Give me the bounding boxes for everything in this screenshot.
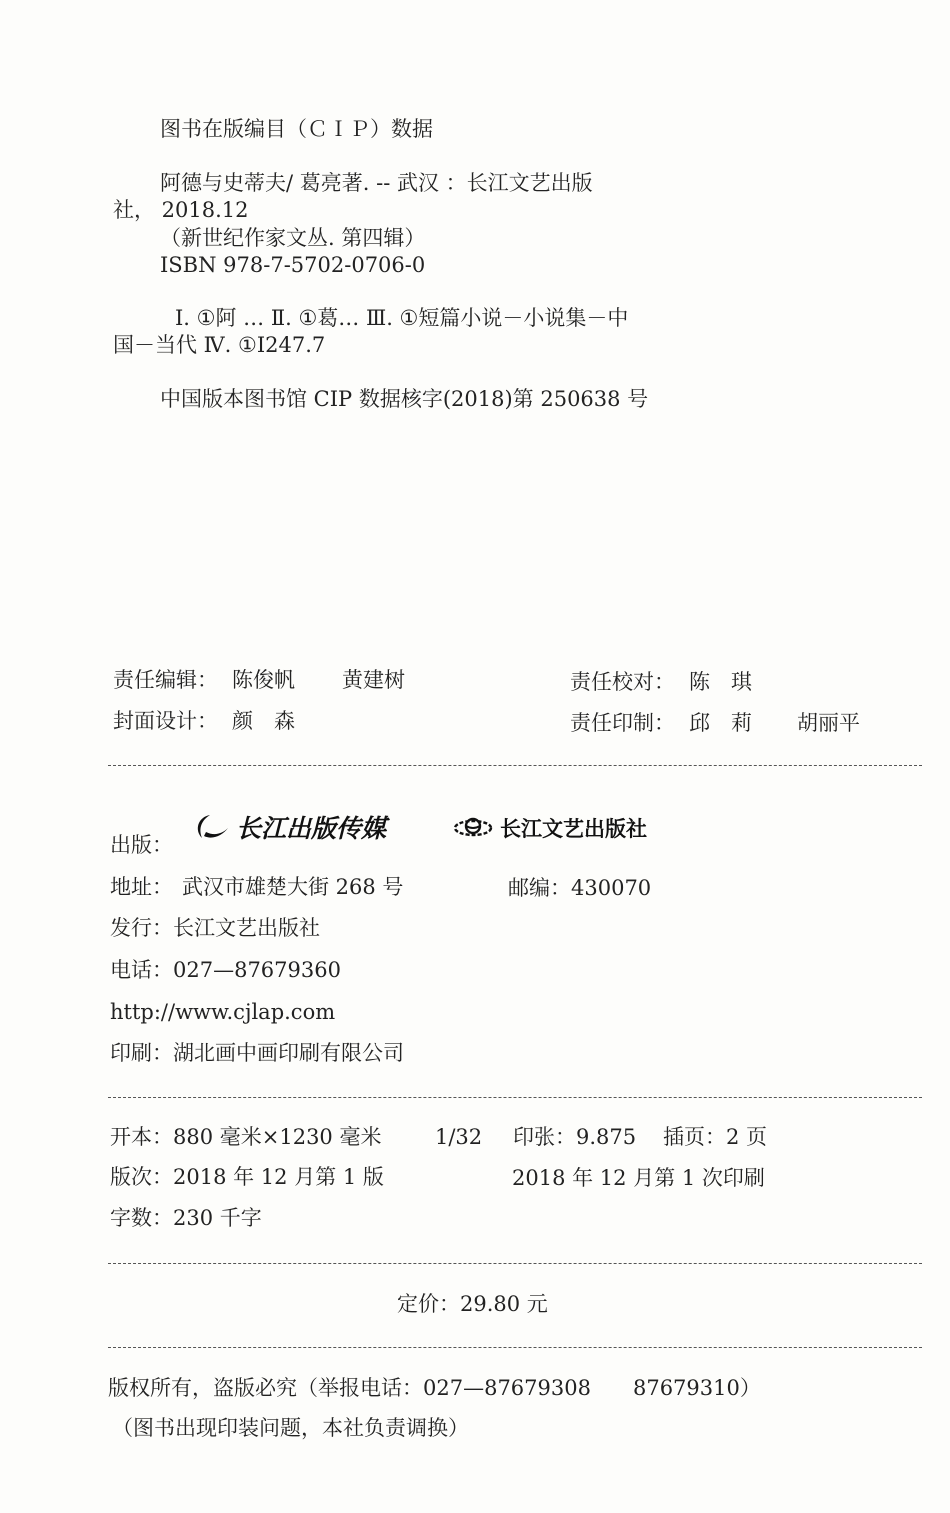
globe-icon — [452, 814, 494, 842]
printing: 2018 年 12 月第 1 次印刷 — [512, 1166, 765, 1190]
cover-label: 封面设计： — [113, 709, 218, 733]
editor-value-2: 黄建树 — [342, 668, 405, 692]
cip-line-2: 社， 2018.12 — [113, 198, 249, 222]
edition: 版次：2018 年 12 月第 1 版 — [110, 1165, 384, 1189]
cover-value: 颜 森 — [232, 709, 295, 733]
postcode: 邮编：430070 — [508, 876, 652, 900]
changjiang-media-logo — [192, 810, 386, 844]
address-label: 地址： — [110, 875, 173, 899]
print-value-2: 胡丽平 — [797, 711, 860, 735]
cip-class-1: Ⅰ. ①阿 … Ⅱ. ①葛… Ⅲ. ①短篇小说－小说集－中 — [175, 306, 629, 330]
print-label: 责任印制： — [570, 711, 675, 735]
publisher-label: 出版： — [110, 833, 173, 857]
cip-line-3: （新世纪作家文丛. 第四辑） — [160, 226, 426, 250]
printer: 印刷：湖北画中画印刷有限公司 — [110, 1041, 404, 1065]
proof-value: 陈 琪 — [689, 670, 752, 694]
distribution: 发行：长江文艺出版社 — [110, 916, 320, 940]
words: 字数：230 千字 — [110, 1206, 262, 1230]
cip-class-2: 国－当代 Ⅳ. ①I247.7 — [113, 333, 326, 357]
price: 定价：29.80 元 — [397, 1292, 548, 1316]
editor-value: 陈俊帆 — [232, 668, 295, 692]
logo1-text: 长江出版传媒 — [236, 814, 387, 843]
phone: 电话：027—87679360 — [110, 958, 341, 982]
copyright-line-2: （图书出现印装问题，本社负责调换） — [112, 1416, 469, 1440]
crescent-wave-icon — [192, 812, 232, 842]
cip-isbn: ISBN 978-7-5702-0706-0 — [160, 253, 426, 277]
cip-line-1: 阿德与史蒂夫/ 葛亮著. -- 武汉 ：长江文艺出版 — [160, 171, 593, 195]
print-value: 邱 莉 — [689, 711, 752, 735]
logo2-text: 长江文艺出版社 — [500, 817, 647, 841]
cip-record: 中国版本图书馆 CIP 数据核字(2018)第 250638 号 — [160, 387, 649, 411]
format: 开本：880 毫米×1230 毫米 — [110, 1125, 382, 1149]
divider-3 — [108, 1263, 922, 1264]
website-url: http://www.cjlap.com — [110, 1000, 336, 1024]
copyright-line-1: 版权所有，盗版必究（举报电话：027—87679308 87679310） — [108, 1376, 761, 1400]
sheets: 印张：9.875 — [513, 1125, 637, 1149]
divider-4 — [108, 1347, 922, 1348]
divider-1 — [108, 765, 922, 766]
changjiang-literature-logo — [452, 812, 647, 844]
fold: 1/32 — [435, 1125, 483, 1149]
address-value: 武汉市雄楚大街 268 号 — [182, 875, 404, 899]
cip-title: 图书在版编目（ＣＩＰ）数据 — [160, 117, 433, 141]
editor-label: 责任编辑： — [113, 668, 218, 692]
proof-label: 责任校对： — [570, 670, 675, 694]
divider-2 — [108, 1097, 922, 1098]
plates: 插页：2 页 — [663, 1125, 768, 1149]
